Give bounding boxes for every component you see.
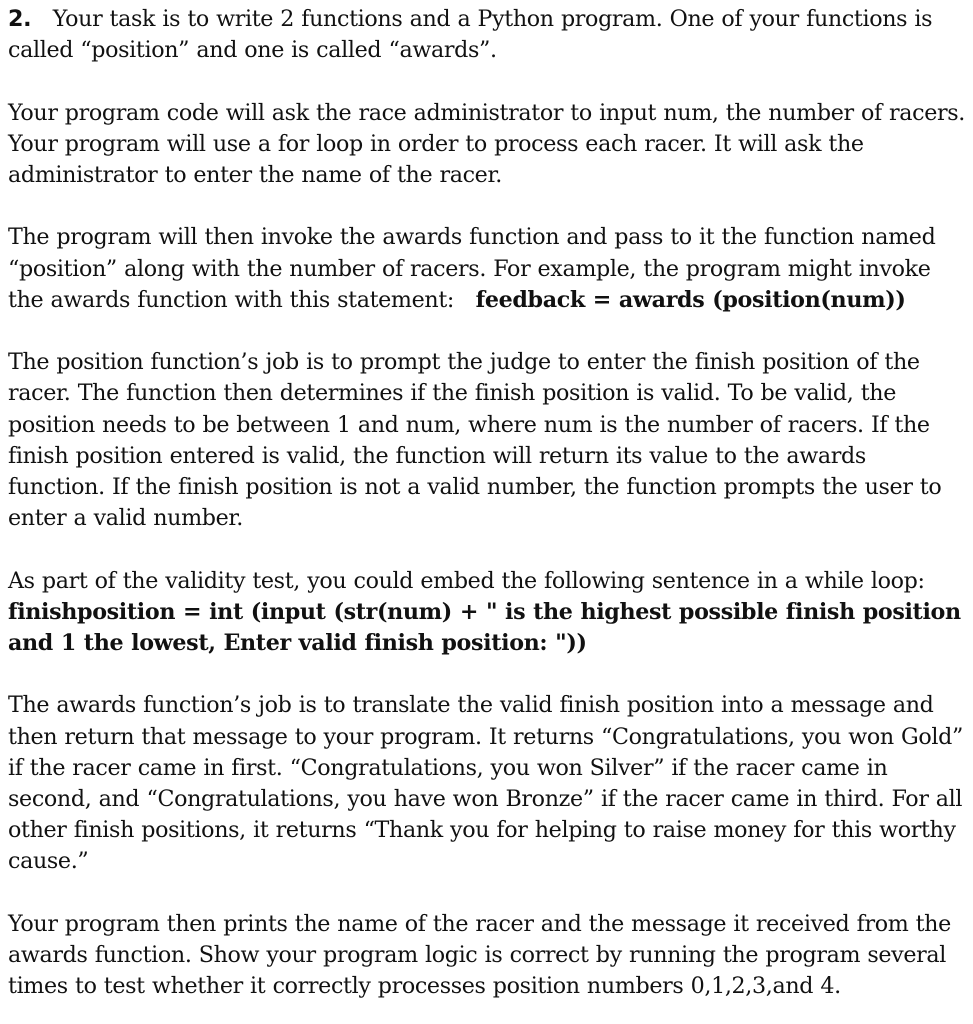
- input-text: Your program code will ask the race administrator to input num, the number of racers. Your program will use a for loop in order to process each racer. It will ask the administrator to enter the name of the racer.: [8, 99, 965, 188]
- question-number: 2.: [8, 6, 32, 32]
- assignment-document: [8, 4, 968, 1002]
- invoke-code-statement: feedback = awards (position(num)): [475, 286, 906, 313]
- validity-paragraph: [8, 566, 968, 660]
- validity-code-statement: finishposition = int (input (str(num) + " is the highest possible finish position and 1 the lowest, Enter valid finish position: ")): [8, 598, 961, 656]
- intro-text: Your task is to write 2 functions and a Python program. One of your functions is called “position” and one is called “awards”.: [8, 6, 933, 64]
- input-paragraph: [8, 98, 968, 192]
- output-text: Your program then prints the name of the racer and the message it received from the awards function. Show your program logic is correct by running the program several times to test whether it correctly processes position numbers 0,1,2,3,and 4.: [8, 910, 951, 1000]
- intro-paragraph: [8, 4, 968, 66]
- position-function-text: The position function’s job is to prompt the judge to enter the finish position of the racer. The function then determines if the finish position is valid. To be valid, the position needs to be between 1 and num, where num is the number of racers. If the finish position entered is valid, the function will return its value to the awards function. If the finish position is not a valid number, the function prompts the user to enter a valid number.: [8, 349, 942, 532]
- invoke-paragraph: [8, 222, 968, 316]
- awards-function-paragraph: [8, 690, 968, 877]
- validity-text: As part of the validity test, you could embed the following sentence in a while loop:: [8, 567, 925, 594]
- position-function-paragraph: [8, 347, 968, 534]
- awards-function-text: The awards function’s job is to translate the valid finish position into a message and then return that message to your program. It returns “Congratulations, you won Gold” if the racer came in first. “Congratulations, you won Silver” if the racer came in second, and “Congratulations, you have won Bronze” if the racer came in third. For all other finish positions, it returns “Thank you for helping to raise money for this worthy cause.”: [8, 692, 963, 875]
- invoke-text: The program will then invoke the awards function and pass to it the function named “position” along with the number of racers. For example, the program might invoke the awards function with this statement:: [8, 224, 936, 313]
- output-paragraph: [8, 909, 968, 1003]
